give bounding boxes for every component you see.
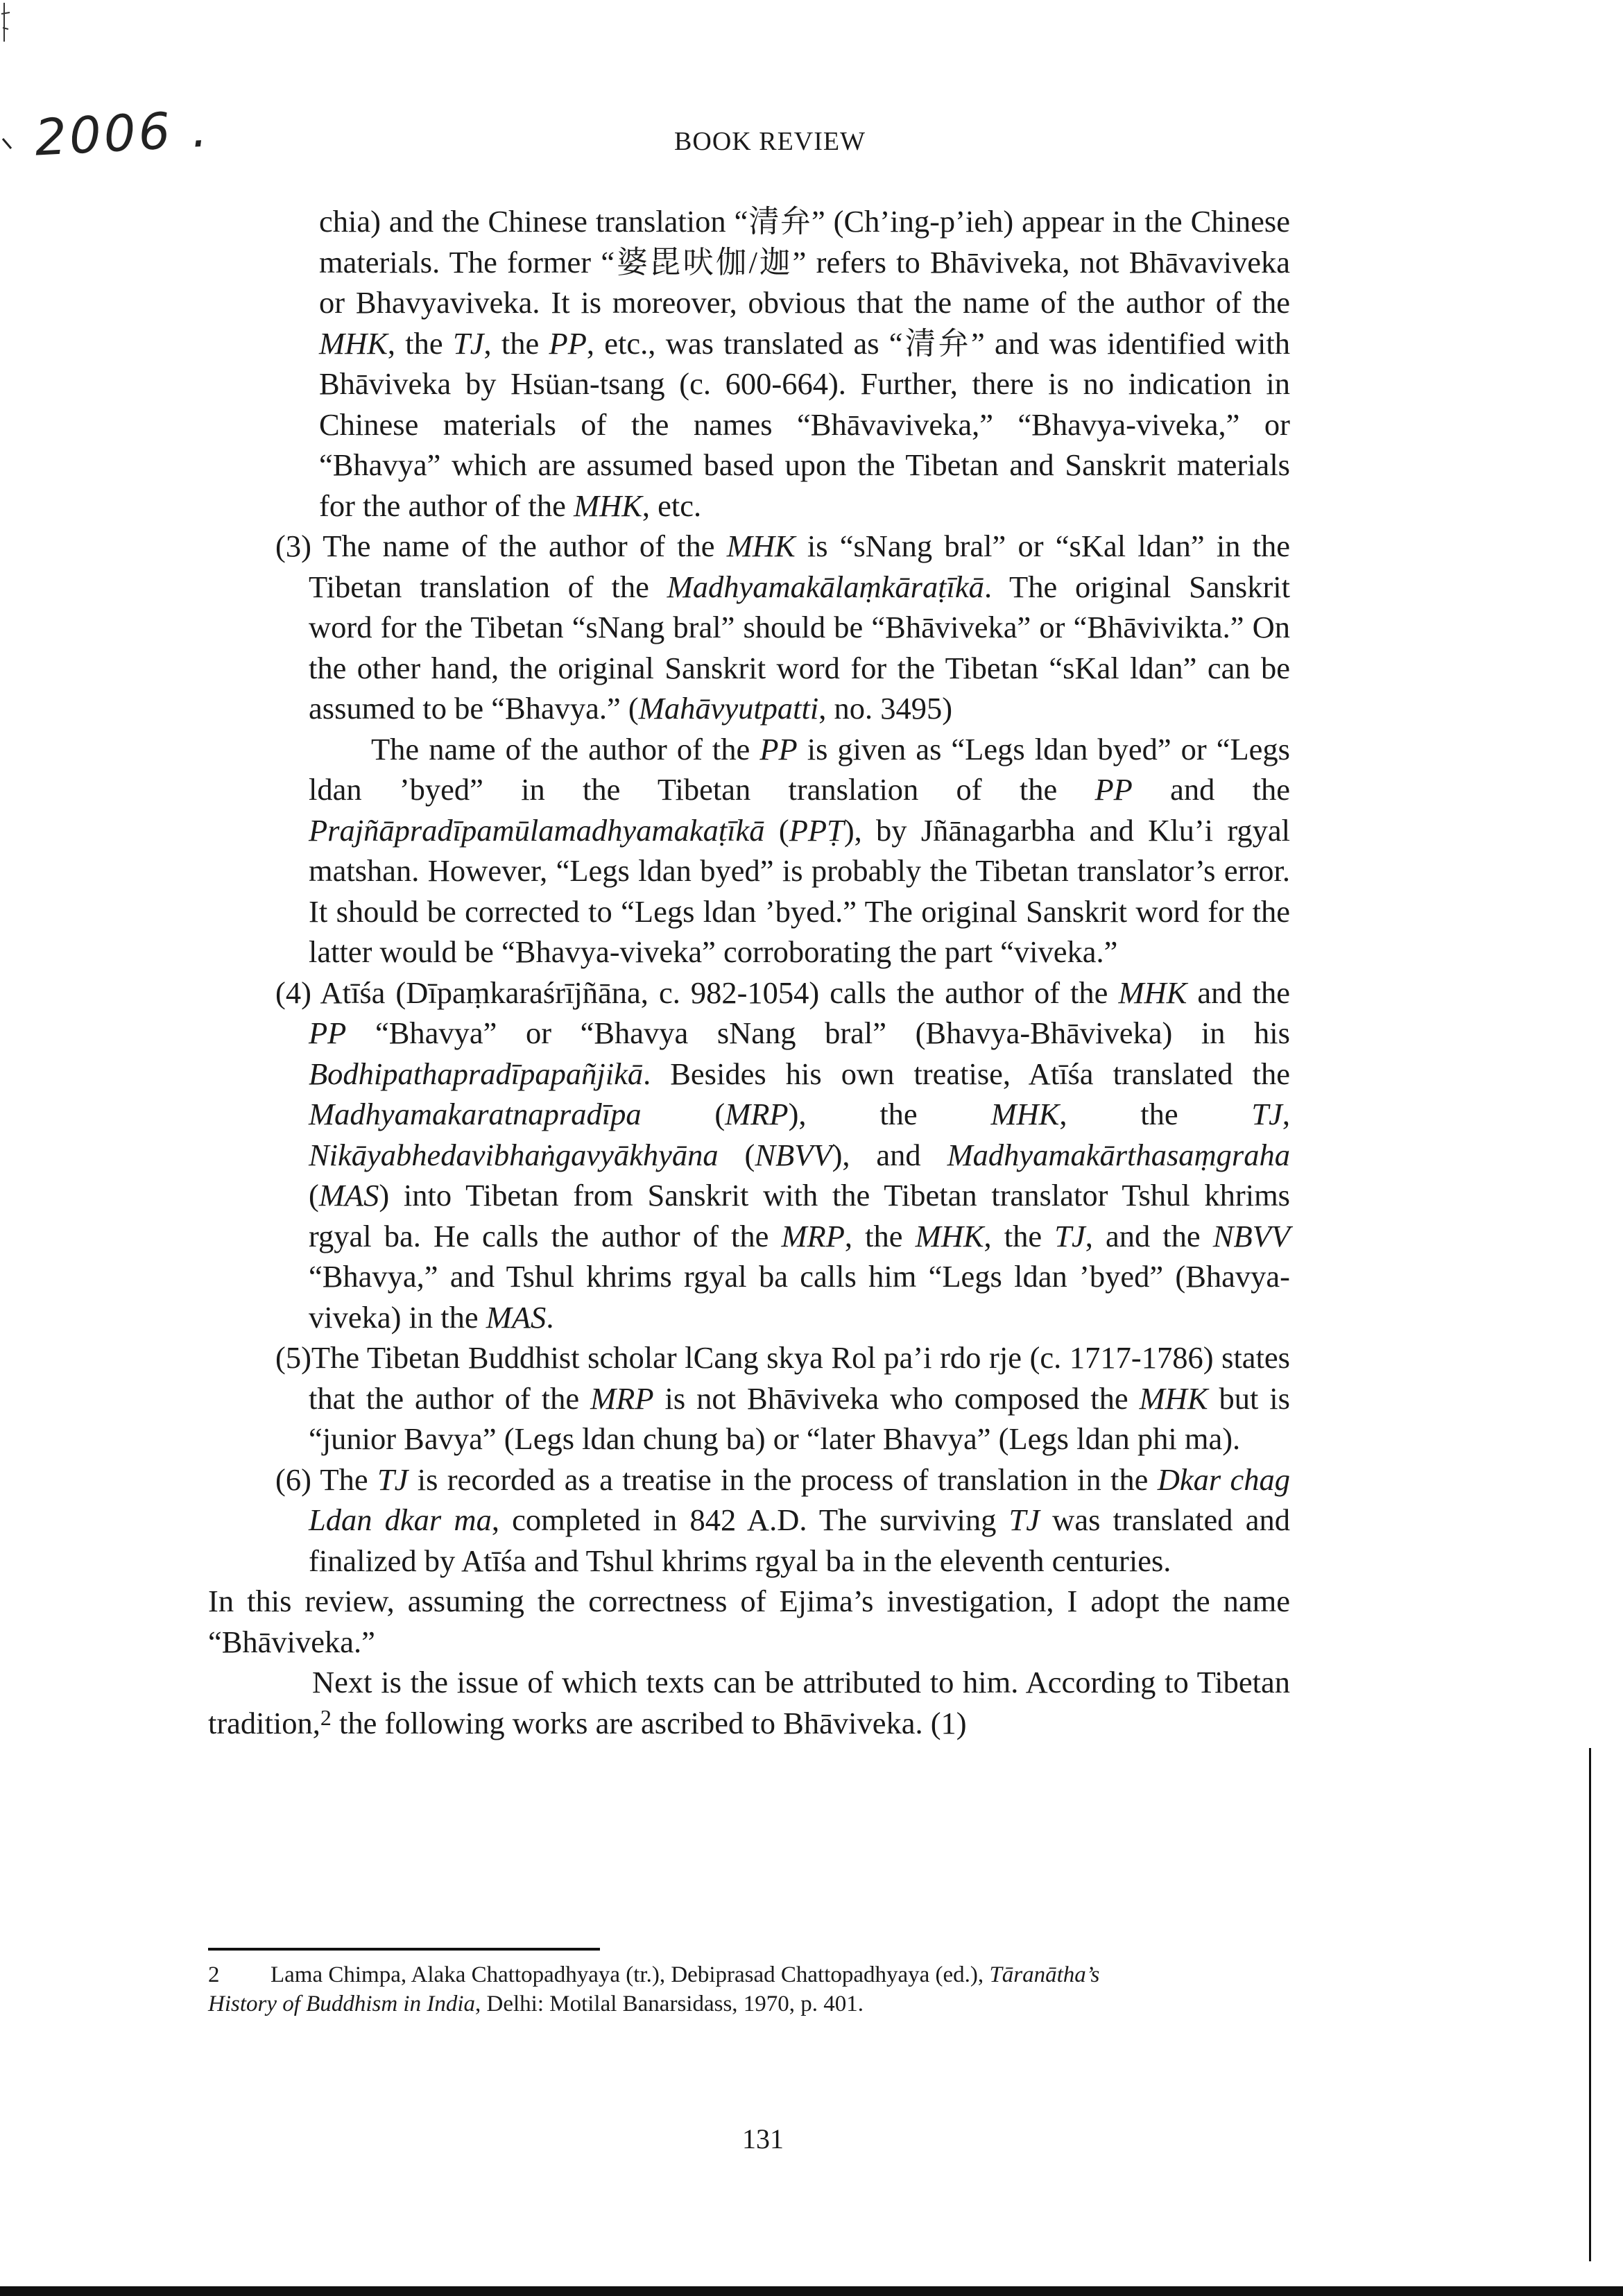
- paragraph-attribution: [208, 1662, 1290, 1743]
- page-number: 131: [742, 2123, 784, 2154]
- footnote-number: 2: [208, 1962, 220, 1987]
- footnote-text: Lama Chimpa, Alaka Chattopadhyaya (tr.), Debiprasad Chattopadhyaya (ed.), Tāranātha’s: [270, 1962, 1100, 1987]
- main-text: [208, 201, 1290, 1743]
- list-item-3: (3) The name of the author of the MHK is “sNang bral” or “sKal ldan” in the Tibetan translation of the Madhyamakālaṃkāraṭīkā. The original Sanskrit word for the Tibetan “sNang bral” should be “Bhāviveka” or “Bhāvivikta.” On the other hand, the original Sanskrit word for the Tibetan “sKal ldan” can be assumed to be “Bhavya.” (Mahāvyutpatti, no. 3495): [275, 529, 1291, 726]
- list-item-5: (5)The Tibetan Buddhist scholar lCang skya Rol pa’i rdo rje (c. 1717-1786) states that the author of the MRP is not Bhāviveka who composed the MHK but is “junior Bavya” (Legs ldan chung ba) or “later Bhavya” (Legs ldan phi ma).: [275, 1340, 1290, 1456]
- list-item-6: (6) The TJ is recorded as a treatise in the process of translation in the Dkar chag Ldan dkar ma, completed in 842 A.D. The surviving TJ was translated and finalized by Atīśa and Tshul khrims rgyal ba in the eleventh centuries.: [275, 1462, 1290, 1578]
- paragraph-review-name: In this review, assuming the correctness of Ejima’s investigation, I adopt the name “Bhāviveka.”: [208, 1584, 1290, 1659]
- scan-edge-line: [1589, 1748, 1591, 2261]
- attribution-text-end: the following works are ascribed to Bhāviveka. (1): [331, 1705, 967, 1740]
- running-head: BOOK REVIEW: [674, 127, 866, 156]
- footnote-divider: [208, 1948, 600, 1951]
- scan-bottom-bar: [0, 2286, 1623, 2296]
- attribution-text: Next is the issue of which texts can be attributed to him. According to Tibetan tradition,: [208, 1665, 1290, 1740]
- footnote-reference[interactable]: 2: [320, 1704, 332, 1730]
- paragraph-chinese-materials: chia) and the Chinese translation “清弁” (Ch’ing-p’ieh) appear in the Chinese materials. The former “婆毘吠伽/迦” refers to Bhāviveka, not Bhāvaviveka or Bhavyaviveka. It is moreover, obvious that the name of the author of the MHK, the TJ, the PP, etc., was translated as “清弁” and was identified with Bhāviveka by Hsüan-tsang (c. 600-664). Further, there is no indication in Chinese materials of the names “Bhāvaviveka,” “Bhavya-viveka,” or “Bhavya” which are assumed based upon the Tibetan and Sanskrit materials for the author of the MHK, etc.: [319, 204, 1290, 523]
- list-item-3-continuation: The name of the author of the PP is given as “Legs ldan byed” or “Legs ldan ’byed” in the Tibetan translation of the PP and the Prajñāpradīpamūlamadhyamakaṭīkā (PPṬ), by Jñānagarbha and Klu’i rgyal matshan. However, “Legs ldan byed” is probably the Tibetan translator’s error. It should be corrected to “Legs ldan ’byed.” The original Sanskrit word for the latter would be “Bhavya-viveka” corroborating the part “viveka.”: [309, 731, 1290, 969]
- handwritten-year-annotation: 2006 .: [33, 99, 212, 167]
- list-item-4: (4) Atīśa (Dīpaṃkaraśrījñāna, c. 982-1054) calls the author of the MHK and the PP “Bhavya” or “Bhavya sNang bral” (Bhavya-Bhāviveka) in his Bodhipathapradīpapañjikā. Besides his own treatise, Atīśa translated the Madhyamakaratnapradīpa (MRP), the MHK, the TJ, Nikāyabhedavibhaṅgavyākhyāna (NBVV), and Madhyamakārthasaṃgraha (MAS) into Tibetan from Sanskrit with the Tibetan translator Tshul khrims rgyal ba. He calls the author of the MRP, the MHK, the TJ, and the NBVV “Bhavya,” and Tshul khrims rgyal ba calls him “Legs ldan ’byed” (Bhavya-viveka) in the MAS.: [275, 975, 1290, 1335]
- scan-margin-mark: [0, 0, 28, 153]
- footnote: [208, 1960, 1290, 2019]
- footnote-text-line2: History of Buddhism in India, Delhi: Motilal Banarsidass, 1970, p. 401.: [208, 1991, 864, 2016]
